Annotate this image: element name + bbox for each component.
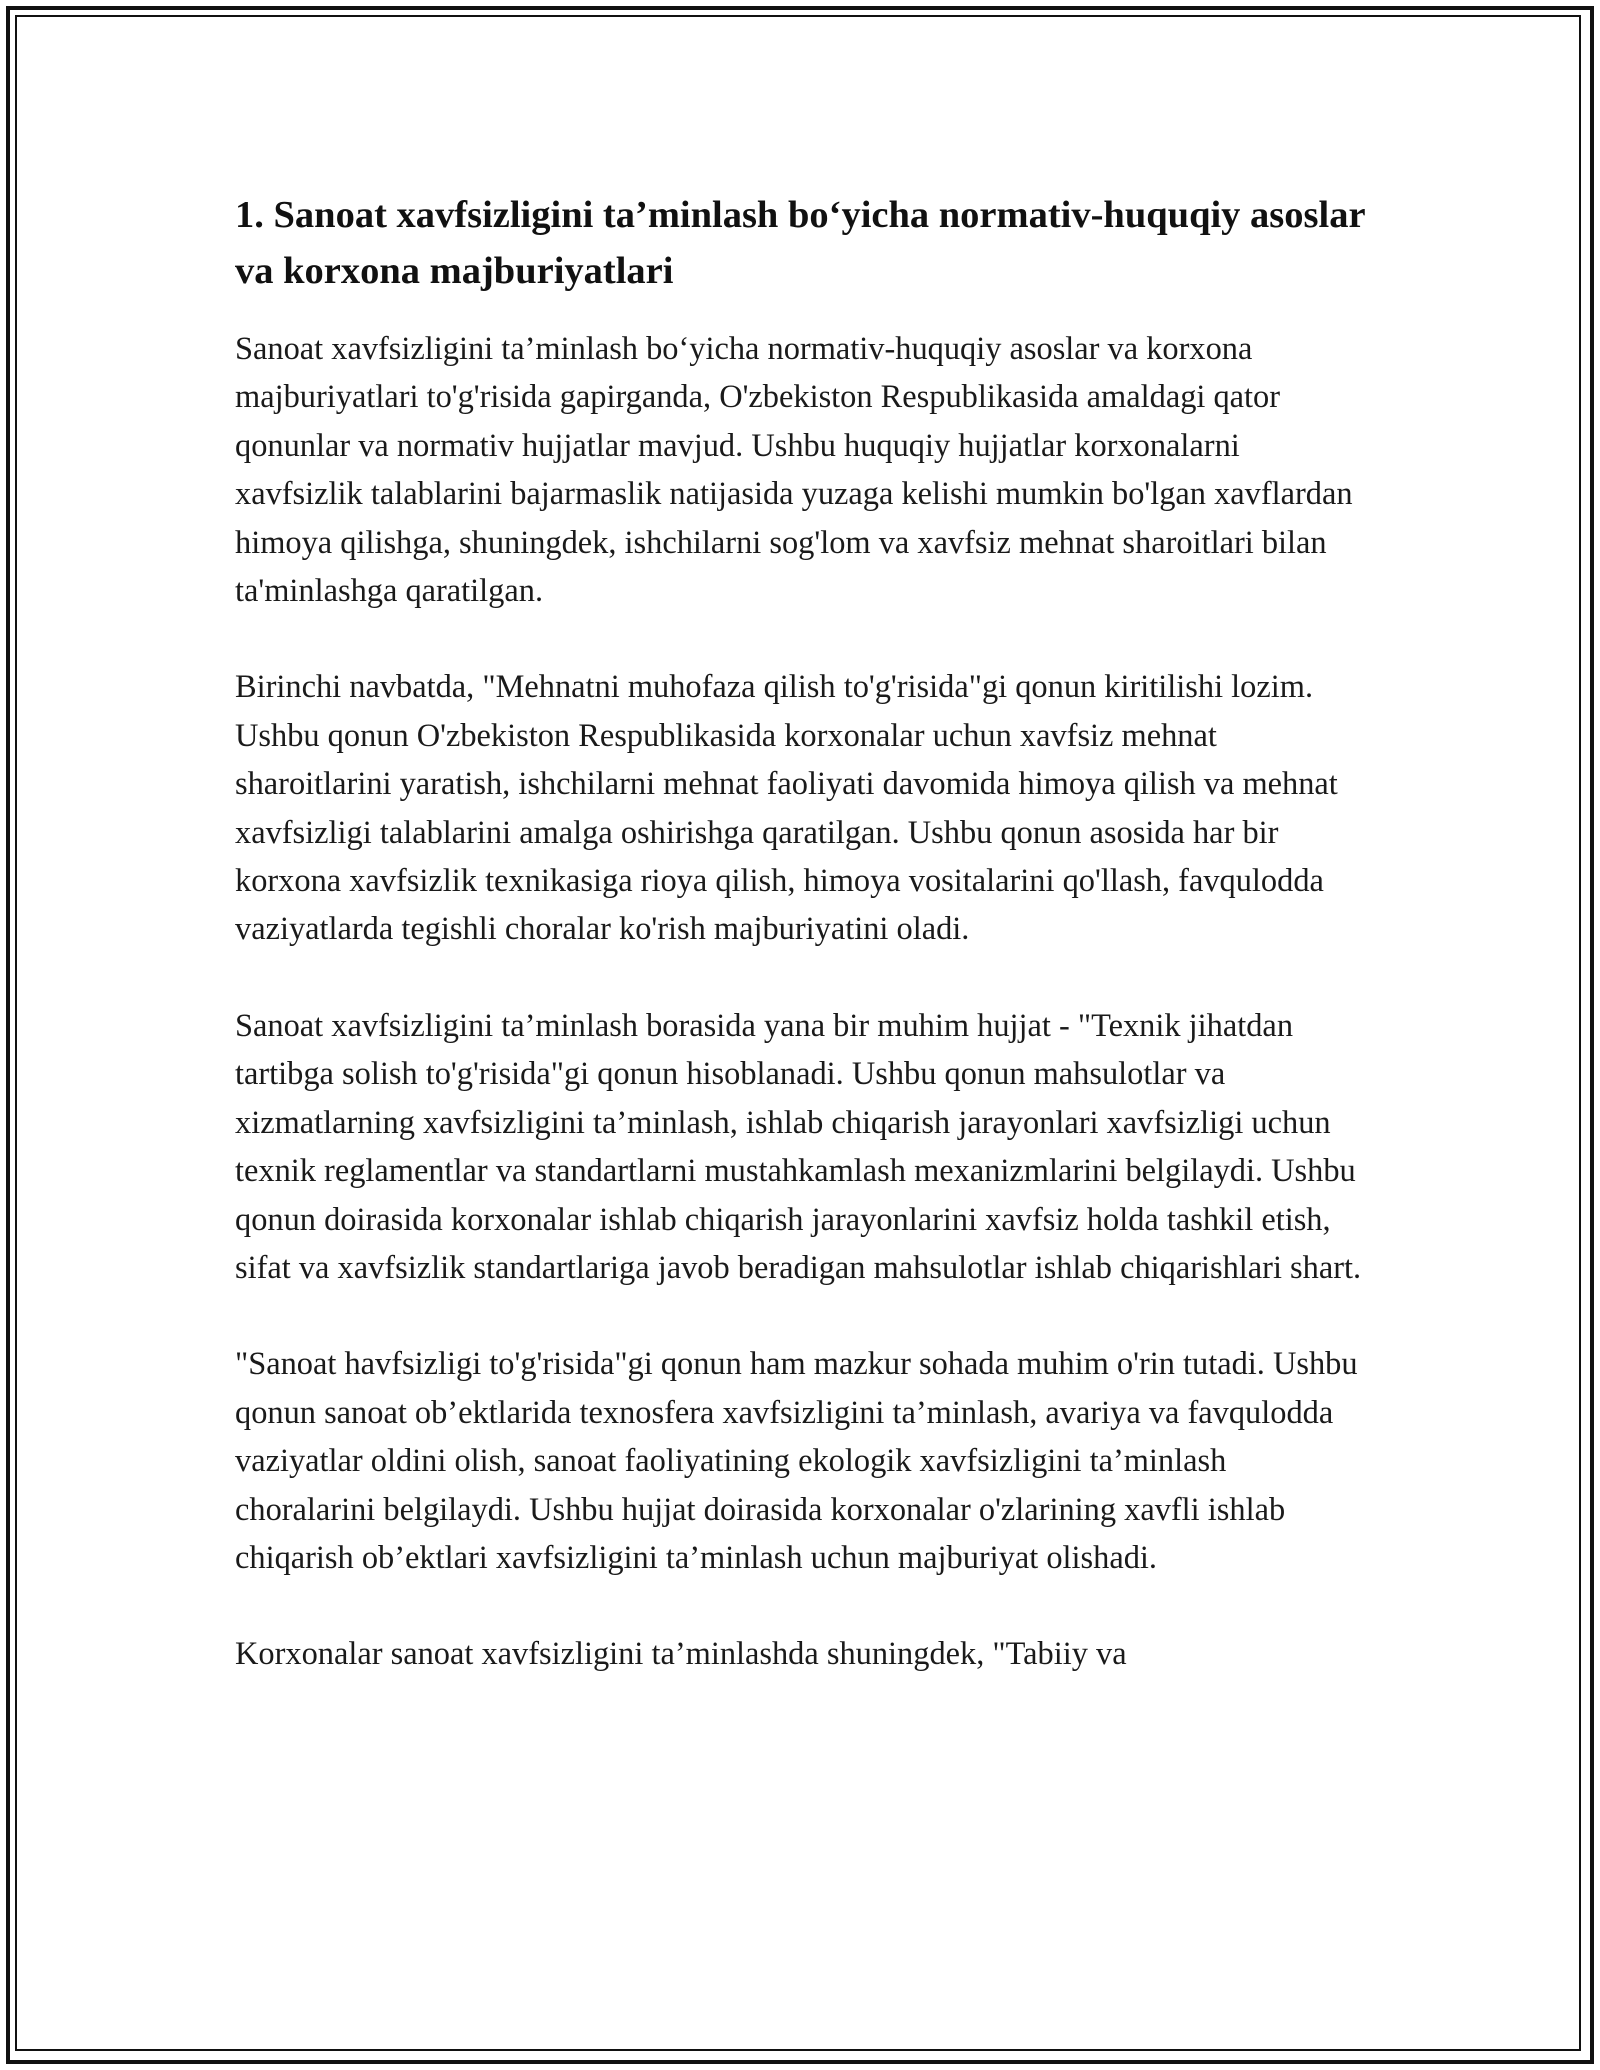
document-body (235, 187, 1365, 1679)
paragraph: Sanoat xavfsizligini ta’minlash bo‘yicha normativ-huquqiy asoslar va korxona majburiyatlari to'g'risida gapirganda, O'zbekiston Respublikasida amaldagi qator qonunlar va normativ hujjatlar mavjud. Ushbu huquqiy hujjatlar korxonalarni xavfsizlik talablarini bajarmaslik natijasida yuzaga kelishi mumkin bo'lgan xavflardan himoya qilishga, shuningdek, ishchilarni sog'lom va xavfsiz mehnat sharoitlari bilan ta'minlashga qaratilgan. (235, 331, 1353, 610)
paragraph: "Sanoat havfsizligi to'g'risida"gi qonun ham mazkur sohada muhim o'rin tutadi. Ushbu qonun sanoat ob’ektlarida texnosfera xavfsizligini ta’minlash, avariya va favqulodda vaziyatlar oldini olish, sanoat faoliyatining ekologik xavfsizligini ta’minlash choralarini belgilaydi. Ushbu hujjat doirasida korxonalar o'zlarining xavfli ishlab chiqarish ob’ektlari xavfsizligini ta’minlash uchun majburiyat olishadi. (235, 1346, 1358, 1576)
section-heading: 1. Sanoat xavfsizligini ta’minlash bo‘yicha normativ-huquqiy asoslar va korxona majburiyatlari (235, 194, 1365, 292)
paragraph: Sanoat xavfsizligini ta’minlash borasida yana bir muhim hujjat - "Texnik jihatdan tartibga solish to'g'risida"gi qonun hisoblanadi. Ushbu qonun mahsulotlar va xizmatlarning xavfsizligini ta’minlash, ishlab chiqarish jarayonlari xavfsizligi uchun texnik reglamentlar va standartlarni mustahkamlash mexanizmlarini belgilaydi. Ushbu qonun doirasida korxonalar ishlab chiqarish jarayonlarini xavfsiz holda tashkil etish, sifat va xavfsizlik standartlariga javob beradigan mahsulotlar ishlab chiqarishlari shart. (235, 1007, 1362, 1286)
paragraph-list (235, 325, 1365, 1679)
paragraph: Korxonalar sanoat xavfsizligini ta’minlashda shuningdek, "Tabiiy va (235, 1636, 1127, 1673)
paragraph: Birinchi navbatda, "Mehnatni muhofaza qilish to'g'risida"gi qonun kiritilishi lozim. Ushbu qonun O'zbekiston Respublikasida korxonalar uchun xavfsiz mehnat sharoitlarini yaratish, ishchilarni mehnat faoliyati davomida himoya qilish va mehnat xavfsizligi talablarini amalga oshirishga qaratilgan. Ushbu qonun asosida har bir korxona xavfsizlik texnikasiga rioya qilish, himoya vositalarini qo'llash, favqulodda vaziyatlarda tegishli choralar ko'rish majburiyatini oladi. (235, 669, 1338, 948)
